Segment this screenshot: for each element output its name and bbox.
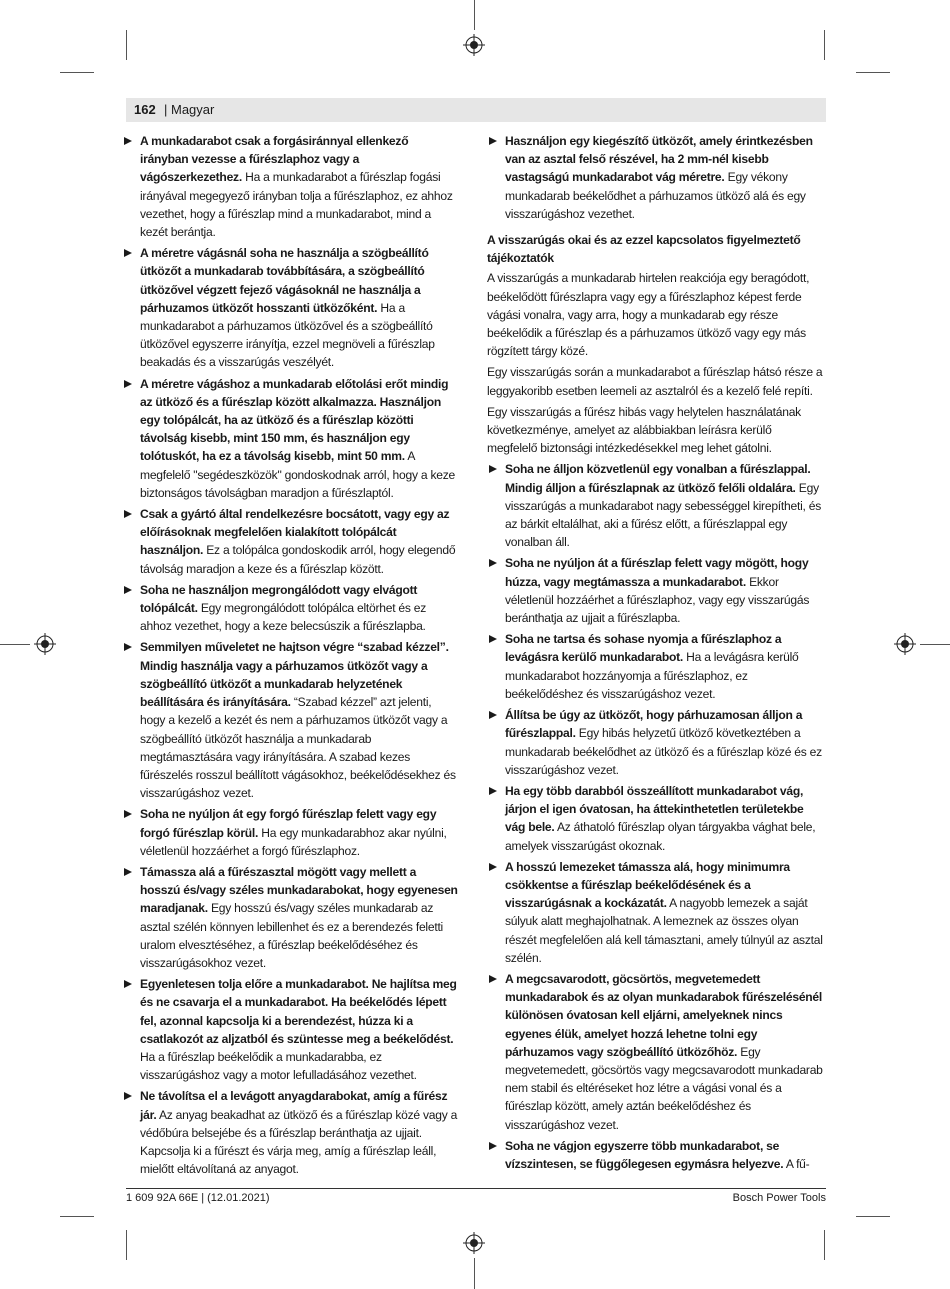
warning-bold: Egyenletesen tolja előre a munkadarabot. Ne hajlítsa meg és ne csavarja el a munkadarabot. Ha beékelődés lépett fel, azonnal kapcsolja ki a berendezést, húzza ki a csatlakozót az aljzatból és szüntesse meg a beékelődést. xyxy=(140,977,457,1046)
crop-mark xyxy=(824,1230,825,1260)
warning-text: Ha egy munkadarabhoz akar nyúlni, véletlenül hozzáérhet a forgó fűrészlaphoz. xyxy=(140,825,447,858)
footer-divider xyxy=(126,1188,826,1189)
bullet-triangle-icon xyxy=(489,465,497,473)
warning-text: Ha a munkadarabot a párhuzamos ütközővel és a szögbeállító ütközővel egyszerre irányítja, ezzel megnöveli a fűrészlap beakadás és a visszarúgás veszélyét. xyxy=(140,300,435,370)
footer-brand: Bosch Power Tools xyxy=(732,1192,826,1204)
bullet-triangle-icon xyxy=(489,787,497,795)
warning-text: Egy hosszú és/vagy széles munkadarab az asztal szélén könnyen lebillenhet és ez a berendezés feletti uralom elvesztéséhez, a fűrészlap beékelődéséhez és visszarúgásokhoz vezet. xyxy=(140,901,443,970)
warning-bold: Soha ne nyúljon át a fűrészlap felett vagy mögött, hogy húzza, vagy megtámassza a munkadarabot. xyxy=(505,556,809,589)
crop-mark xyxy=(474,0,475,30)
list-item xyxy=(122,375,459,502)
warning-text: Ha a fűrészlap beékelődik a munkadarabba, ez visszarúgáshoz vagy a motor lefulladásához vezethet. xyxy=(140,1049,417,1083)
crop-mark xyxy=(126,30,127,60)
warning-text: Egy visszarúgás a munkadarabot nagy sebességgel kirepítheti, és az bárkit eltalálhat, aki a fűrész előtt, a fűrészlappal egy vonalban áll. xyxy=(505,480,822,550)
warning-bold: Csak a gyártó által rendelkezésre bocsátott, vagy egy az előírásoknak megfelelően kialakított tolópálcát használjon. xyxy=(140,507,450,558)
section-paragraph: A visszarúgás a munkadarab hirtelen reakciója egy beragódott, beékelődött fűrészlapra vagy egy a fűrészlaphoz képest ferde vágási vonalra, vagy arra, hogy a munkadarab egy része beékelődik a fűrészlap és a párhuzamos ütköző vagy egy más rögzített tárgy közé. xyxy=(487,271,810,359)
bullet-triangle-icon xyxy=(489,137,497,145)
registration-mark-icon xyxy=(463,34,485,56)
warning-bold: Használjon egy kiegészítő ütközőt, amely érintkezésben van az asztal felső részével, ha 2 mm-nél kisebb vastagságú munkadarabot vág méretre. xyxy=(505,134,813,185)
bullet-triangle-icon xyxy=(124,510,132,518)
crop-mark xyxy=(60,1216,94,1217)
warning-text: Egy megvetemedett, göcsörtös vagy megcsavarodott munkadarab nem stabil és eltéréseket hoz létre a vágási vonal és a fűrészlap között, amely aztán beékelődéshez és visszarúgáshoz vezet. xyxy=(505,1044,823,1132)
page-header xyxy=(126,98,826,122)
bullet-triangle-icon xyxy=(124,586,132,594)
list-item xyxy=(487,782,824,855)
list-item xyxy=(487,1137,824,1173)
bullet-triangle-icon xyxy=(124,137,132,145)
warning-bold: A méretre vágáshoz a munkadarab előtolási erőt mindig az ütköző és a fűrészlap között alkalmazza. Használjon egy tolópálcát, ha az ütköző és a fűrészlap közötti távolság kisebb, mint 150 mm, és használjon egy tolótuskót, ha ez a távolság kisebb, mint 50 mm. xyxy=(140,376,449,464)
bullet-triangle-icon xyxy=(124,249,132,257)
bullet-triangle-icon xyxy=(124,380,132,388)
warning-text: Egy vékony munkadarab beékelődhet a párhuzamos ütköző alá és egy visszarúgáshoz vezethet. xyxy=(505,170,806,221)
warning-text: Ha a levágásra kerülő munkadarabot hozzányomja a fűrészlaphoz, ez beékelődéshez és visszarúgáshoz vezet. xyxy=(505,650,799,701)
warning-text: Ekkor véletlenül hozzáérhet a fűrészlaphoz, vagy egy visszarúgás beránthatja az ujjait a fűrészlapba. xyxy=(505,574,810,626)
warning-bold: Soha ne vágjon egyszerre több munkadarabot, se vízszintesen, se függőlegesen egymásra helyezve. xyxy=(505,1138,784,1171)
warning-bold: Semmilyen műveletet ne hajtson végre “szabad kézzel”. Mindig használja vagy a párhuzamos ütközőt vagy a szögbeállító ütközőt a munkadarab helyzetének beállítására és irányítására. xyxy=(140,640,449,710)
warning-bold: A megcsavarodott, göcsörtös, megvetemedett munkadarabok és az olyan munkadarabok fűrészelésénél különösen óvatosan kell eljárni, amelyeknek nincs egyenes élük, amelyet hozzá lehetne tolni egy párhuzamos vagy szögbeállító ütközőhöz. xyxy=(505,971,823,1059)
bullet-triangle-icon xyxy=(124,980,132,988)
bullet-triangle-icon xyxy=(124,643,132,651)
bullet-triangle-icon xyxy=(489,635,497,643)
page-number: 162 xyxy=(134,102,156,117)
list-item xyxy=(122,638,459,802)
crop-mark xyxy=(474,1258,475,1289)
section-paragraph: Egy visszarúgás során a munkadarabot a fűrészlap hátsó része a leggyakoribb esetben leemeli az asztalról és a kezelő felé repíti. xyxy=(487,365,823,398)
list-item xyxy=(122,1087,459,1178)
warning-text: Egy megrongálódott tolópálca eltörhet és ez ahhoz vezethet, hogy a keze belecsúszik a fűrészlapba. xyxy=(140,601,427,634)
bullet-triangle-icon xyxy=(124,1092,132,1100)
list-item xyxy=(122,132,459,241)
list-item xyxy=(122,244,459,371)
warning-bold: Ne távolítsa el a levágott anyagdarabokat, amíg a fűrész jár. xyxy=(140,1089,448,1122)
bullet-triangle-icon xyxy=(124,810,132,818)
warning-bold: Állítsa be úgy az ütközőt, hogy párhuzamosan álljon a fűrészlappal. xyxy=(505,708,803,741)
list-item xyxy=(487,970,824,1134)
crop-mark xyxy=(0,644,30,645)
list-item xyxy=(487,858,824,967)
list-item xyxy=(122,863,459,972)
list-item xyxy=(487,460,824,551)
crop-mark xyxy=(60,72,94,73)
page-language: | Magyar xyxy=(164,102,214,117)
list-item xyxy=(122,581,459,636)
warning-text: Ha a munkadarabot a fűrészlap fogási irányával megegyező irányban tolja a fűrészlaphoz, ez ahhoz vezethet, hogy a fűrészlap mind a munkadarabot, mind a kezét berántja. xyxy=(140,170,453,240)
right-column xyxy=(487,132,824,1176)
bullet-triangle-icon xyxy=(489,711,497,719)
footer-document-id: 1 609 92A 66E | (12.01.2021) xyxy=(126,1192,270,1204)
warning-text: “Szabad kézzel” azt jelenti, hogy a kezelő a kezét és nem a párhuzamos ütközőt vagy a szögbeállító ütközőt használja a munkadarab megtámasztására vagy irányítására. A szabad kezes fűrészelés rosszul beállított vágásokhoz, beékelődésekhez és visszarúgáshoz vezet. xyxy=(140,695,456,801)
warning-bold: Soha ne használjon megrongálódott vagy elvágott tolópálcát. xyxy=(140,582,418,616)
section-paragraph: Egy visszarúgás a fűrész hibás vagy helytelen használatának következménye, amelyet az alábbiakban leírásra kerülő megfelelő biztonsági intézkedésekkel meg lehet gátolni. xyxy=(487,404,801,456)
section-title: A visszarúgás okai és az ezzel kapcsolatos figyelmeztető tájékoztatók xyxy=(487,233,801,266)
warning-bold: Soha ne tartsa és sohase nyomja a fűrészlaphoz a levágásra kerülő munkadarabot. xyxy=(505,632,782,665)
crop-mark xyxy=(126,1230,127,1260)
warning-bold: A méretre vágásnál soha ne használja a szögbeállító ütközőt a munkadarab továbbítására, a szögbeállító ütközővel végzett fejező vágásoknál ne használja a párhuzamos ütközőt hosszanti ütközőként. xyxy=(140,246,429,315)
crop-mark xyxy=(856,1216,890,1217)
warning-bold: A munkadarabot csak a forgásiránnyal ellenkező irányban vezesse a fűrészlaphoz vagy a vágószerkezethez. xyxy=(140,134,409,185)
list-item xyxy=(122,805,459,860)
warning-text: A megfelelő "segédeszközök" gondoskodnak arról, hogy a keze biztonságos távolságban maradjon a fűrészlaptól. xyxy=(140,449,456,500)
bullet-triangle-icon xyxy=(489,863,497,871)
bullet-triangle-icon xyxy=(489,975,497,983)
warning-bold: A hosszú lemezeket támassza alá, hogy minimumra csökkentse a fűrészlap beékelődésének és a visszarúgásnak a kockázatát. xyxy=(505,859,790,911)
bullet-triangle-icon xyxy=(489,1142,497,1150)
warning-text: A fű- xyxy=(783,1156,810,1171)
warning-text: Az áthatoló fűrészlap olyan tárgyakba vághat bele, amelyek visszarúgást okoznak. xyxy=(505,820,816,853)
warning-bold: Soha ne álljon közvetlenül egy vonalban a fűrészlappal. Mindig álljon a fűrészlapnak az ütköző felőli oldalára. xyxy=(505,462,811,495)
list-item xyxy=(122,975,459,1084)
registration-mark-icon xyxy=(34,633,56,655)
bullet-triangle-icon xyxy=(124,868,132,876)
warning-bold: Soha ne nyúljon át egy forgó fűrészlap felett vagy egy forgó fűrészlap körül. xyxy=(140,807,437,840)
crop-mark xyxy=(920,644,950,645)
list-item xyxy=(122,505,459,578)
left-column xyxy=(122,132,459,1181)
warning-bold: Ha egy több darabból összeállított munkadarabot vág, járjon el igen óvatosan, ha áttekinthetetlen területekbe vág bele. xyxy=(505,783,804,835)
warning-text: Az anyag beakadhat az ütköző és a fűrészlap közé vagy a védőbúra belsejébe és a fűrészlap beránthatja az ujjait. Kapcsolja ki a fűrészt és várja meg, amíg a fűrészlap leáll, mielőtt eltávolítaná az anyagot. xyxy=(140,1107,458,1177)
list-item xyxy=(487,706,824,779)
crop-mark xyxy=(824,30,825,60)
list-item xyxy=(487,132,824,223)
crop-mark xyxy=(856,72,890,73)
list-item xyxy=(487,630,824,703)
warning-bold: Támassza alá a fűrészasztal mögött vagy mellett a hosszú és/vagy széles munkadarabokat, hogy egyenesen maradjanak. xyxy=(140,864,458,916)
list-item xyxy=(487,554,824,627)
warning-text: A nagyobb lemezek a saját súlyuk alatt meghajolhatnak. A lemeznek az összes olyan részét megfelelően alá kell támasztani, amely túlnyúl az asztal szélén. xyxy=(505,896,823,965)
registration-mark-icon xyxy=(894,633,916,655)
warning-text: Ez a tolópálca gondoskodik arról, hogy elegendő távolság maradjon a keze és a fűrészlap között. xyxy=(140,543,456,576)
registration-mark-icon xyxy=(463,1232,485,1254)
warning-text: Egy hibás helyzetű ütköző következtében a munkadarab beékelődhet az ütköző és a fűrészlap közé és ez visszarúgáshoz vezet. xyxy=(505,726,822,777)
bullet-triangle-icon xyxy=(489,559,497,567)
